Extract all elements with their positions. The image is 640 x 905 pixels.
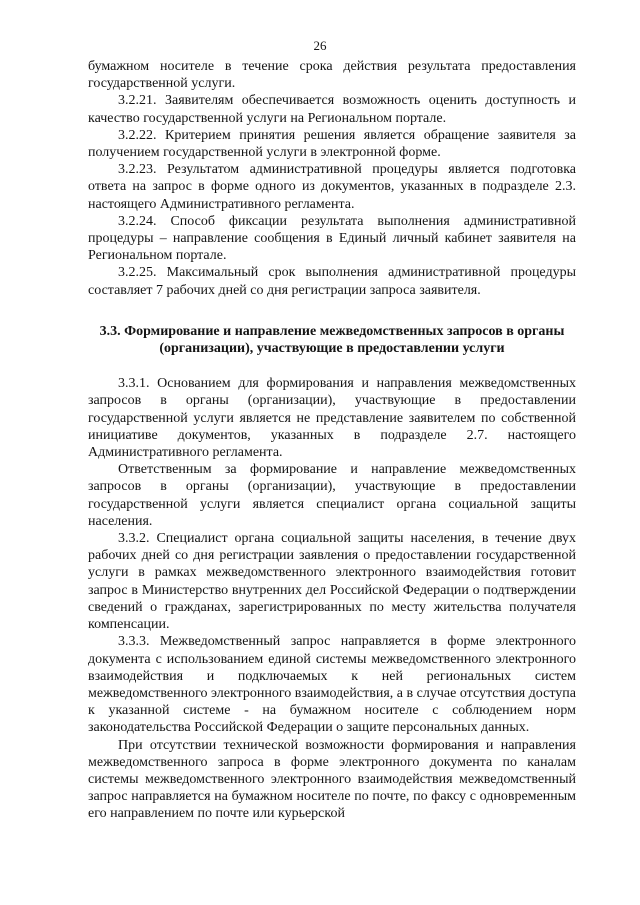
section-heading-3-3: 3.3. Формирование и направление межведомственных запросов в органы (организации), участвующие в предоставлении услуги [99, 323, 565, 357]
paragraph-3-2-21: 3.2.21. Заявителям обеспечивается возможность оценить доступность и качество государственной услуги на Региональном портале. [88, 93, 576, 126]
paragraph-3-3-2: 3.3.2. Специалист органа социальной защиты населения, в течение двух рабочих дней со дня регистрации заявления о предоставлении государственной услуги в рамках межведомственного электронного взаимодействия готовит запрос в Министерство внутренних дел Российской Федерации о подтверждении сведений о гражданах, зарегистрированных по месту жительства получателя компенсации. [88, 531, 576, 633]
paragraph-3-2-24: 3.2.24. Способ фиксации результата выполнения административной процедуры – направление сообщения в Единый личный кабинет заявителя на Региональном портале. [88, 213, 576, 264]
page-number: 26 [313, 38, 327, 53]
paragraph-3-3-3: 3.3.3. Межведомственный запрос направляется в форме электронного документа с использованием единой системы межведомственного электронного взаимодействия и подключаемых к ней региональных систем межведомственного электронного взаимодействия, а в случае отсутствия доступа к указанной системе - на бумажном носителе с соблюдением норм законодательства Российской Федерации о защите персональных данных. [88, 634, 576, 736]
paragraph-continuation: бумажном носителе в течение срока действия результата предоставления государственной услуги. [88, 59, 576, 92]
paragraph-3-2-22: 3.2.22. Критерием принятия решения является обращение заявителя за получением государственной услуги в электронной форме. [88, 127, 576, 161]
paragraph-3-3-1: 3.3.1. Основанием для формирования и направления межведомственных запросов в органы (организации), участвующие в предоставлении государственной услуги является не представление заявителем по собственной инициативе документов, указанных в подразделе 2.7. настоящего Административного регламента. [88, 376, 576, 461]
paragraph-no-technical-possibility: При отсутствии технической возможности формирования и направления межведомственного запроса в форме электронного документа по каналам системы межведомственного электронного взаимодействия межведомственный запрос направляется на бумажном носителе по почте, по факсу с одновременным его направлением по почте или курьерской [88, 737, 576, 822]
paragraph-3-2-25: 3.2.25. Максимальный срок выполнения административной процедуры составляет 7 рабочих дней со дня регистрации запроса заявителя. [88, 265, 576, 298]
paragraph-responsible: Ответственным за формирование и направление межведомственных запросов в органы (организации), участвующие в предоставлении государственной услуги является специалист органа социальной защиты населения. [88, 462, 576, 529]
paragraph-3-2-23: 3.2.23. Результатом административной процедуры является подготовка ответа на запрос в форме одного из документов, указанных в подразделе 2.3. настоящего Административного регламента. [88, 162, 576, 212]
page-body [88, 58, 576, 823]
